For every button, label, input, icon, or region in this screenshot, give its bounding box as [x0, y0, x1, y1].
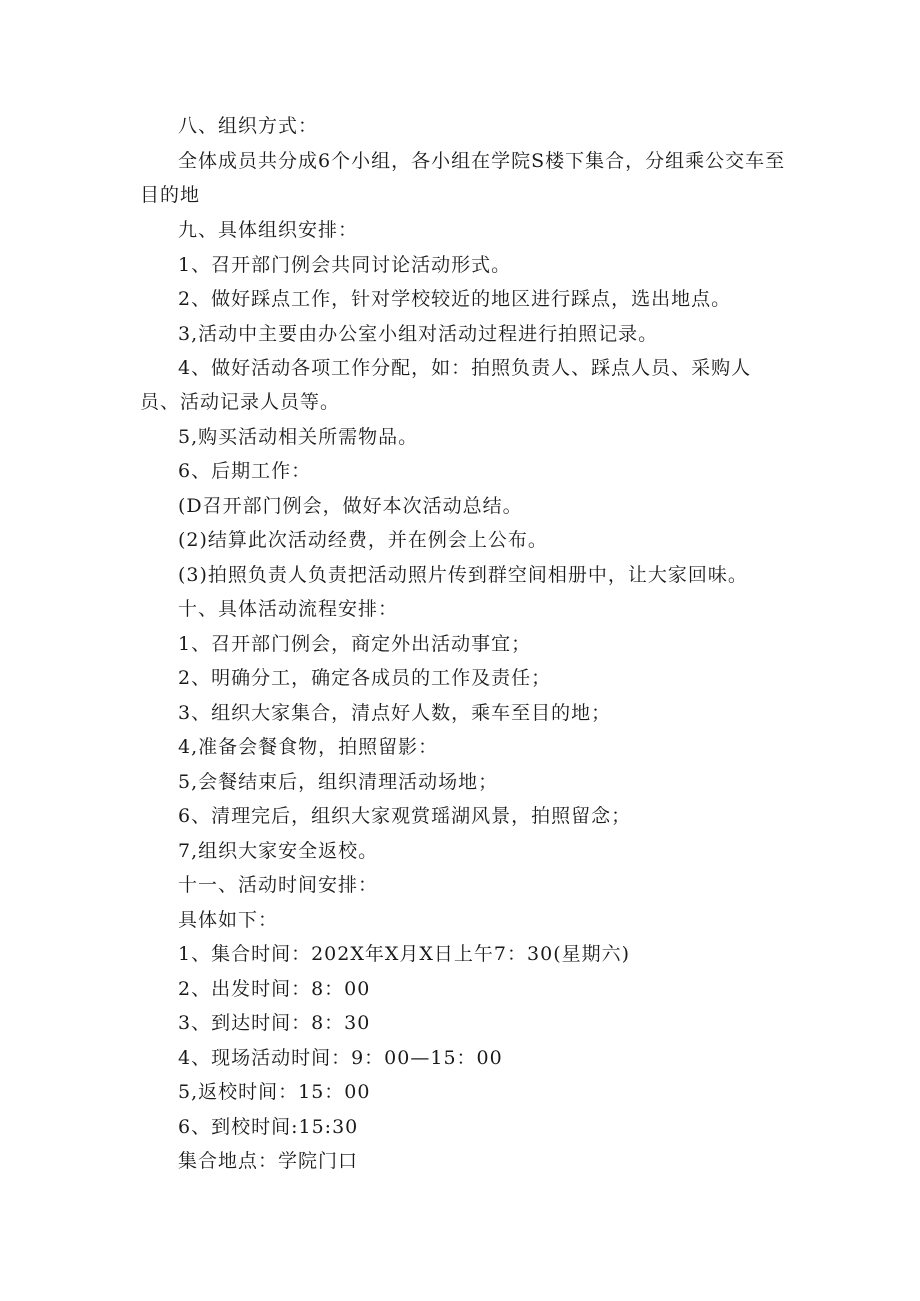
- list-item: 4、做好活动各项工作分配，如：拍照负责人、踩点人员、采购人: [178, 357, 752, 379]
- list-item: 2、出发时间：8：00: [178, 978, 371, 1000]
- list-item: 1、集合时间：202X年X月X日上午7：30(星期六): [178, 943, 631, 965]
- heading-arrangement: 九、具体组织安排：: [178, 219, 359, 241]
- list-item: 1、召开部门例会，商定外出活动事宜；: [178, 633, 532, 655]
- list-item: 7,组织大家安全返校。: [178, 840, 379, 862]
- list-item: 6、后期工作：: [178, 460, 312, 482]
- sub-list-item: (D召开部门例会，做好本次活动总结。: [178, 495, 523, 517]
- list-item: 4、现场活动时间：9：00—15：00: [178, 1047, 503, 1069]
- heading-process: 十、具体活动流程安排：: [178, 598, 399, 620]
- heading-schedule: 十一、活动时间安排：: [178, 874, 379, 896]
- list-item: 4,准备会餐食物，拍照留影：: [178, 736, 439, 758]
- list-item: 2、明确分工，确定各成员的工作及责任；: [178, 667, 552, 689]
- list-item: 3、到达时间：8：30: [178, 1012, 371, 1034]
- list-item: 3、组织大家集合，清点好人数，乘车至目的地；: [178, 702, 612, 724]
- meeting-location: 集合地点：学院门口: [178, 1150, 359, 1172]
- heading-organization-method: 八、组织方式：: [178, 115, 319, 137]
- sub-list-item: (3)拍照负责人负责把活动照片传到群空间相册中，让大家回味。: [178, 564, 748, 586]
- list-item: 1、召开部门例会共同讨论活动形式。: [178, 254, 512, 276]
- list-item: 5,返校时间：15：00: [178, 1081, 371, 1103]
- list-item: 5,会餐结束后，组织清理活动场地；: [178, 771, 499, 793]
- list-item-continued: 员、活动记录人员等。: [140, 391, 341, 413]
- paragraph-line-continued: 目的地: [140, 184, 201, 206]
- list-item: 6、清理完后，组织大家观赏瑶湖风景，拍照留念；: [178, 805, 632, 827]
- list-item: 6、到校时间:15:30: [178, 1116, 359, 1138]
- paragraph-line: 全体成员共分成6个小组，各小组在学院S楼下集合，分组乘公交车至: [178, 150, 786, 172]
- list-item: 2、做好踩点工作，针对学校较近的地区进行踩点，选出地点。: [178, 288, 732, 310]
- sub-list-item: (2)结算此次活动经费，并在例会上公布。: [178, 529, 548, 551]
- list-item: 5,购买活动相关所需物品。: [178, 426, 419, 448]
- list-item: 3,活动中主要由办公室小组对活动过程进行拍照记录。: [178, 323, 659, 345]
- paragraph-line: 具体如下：: [178, 909, 279, 931]
